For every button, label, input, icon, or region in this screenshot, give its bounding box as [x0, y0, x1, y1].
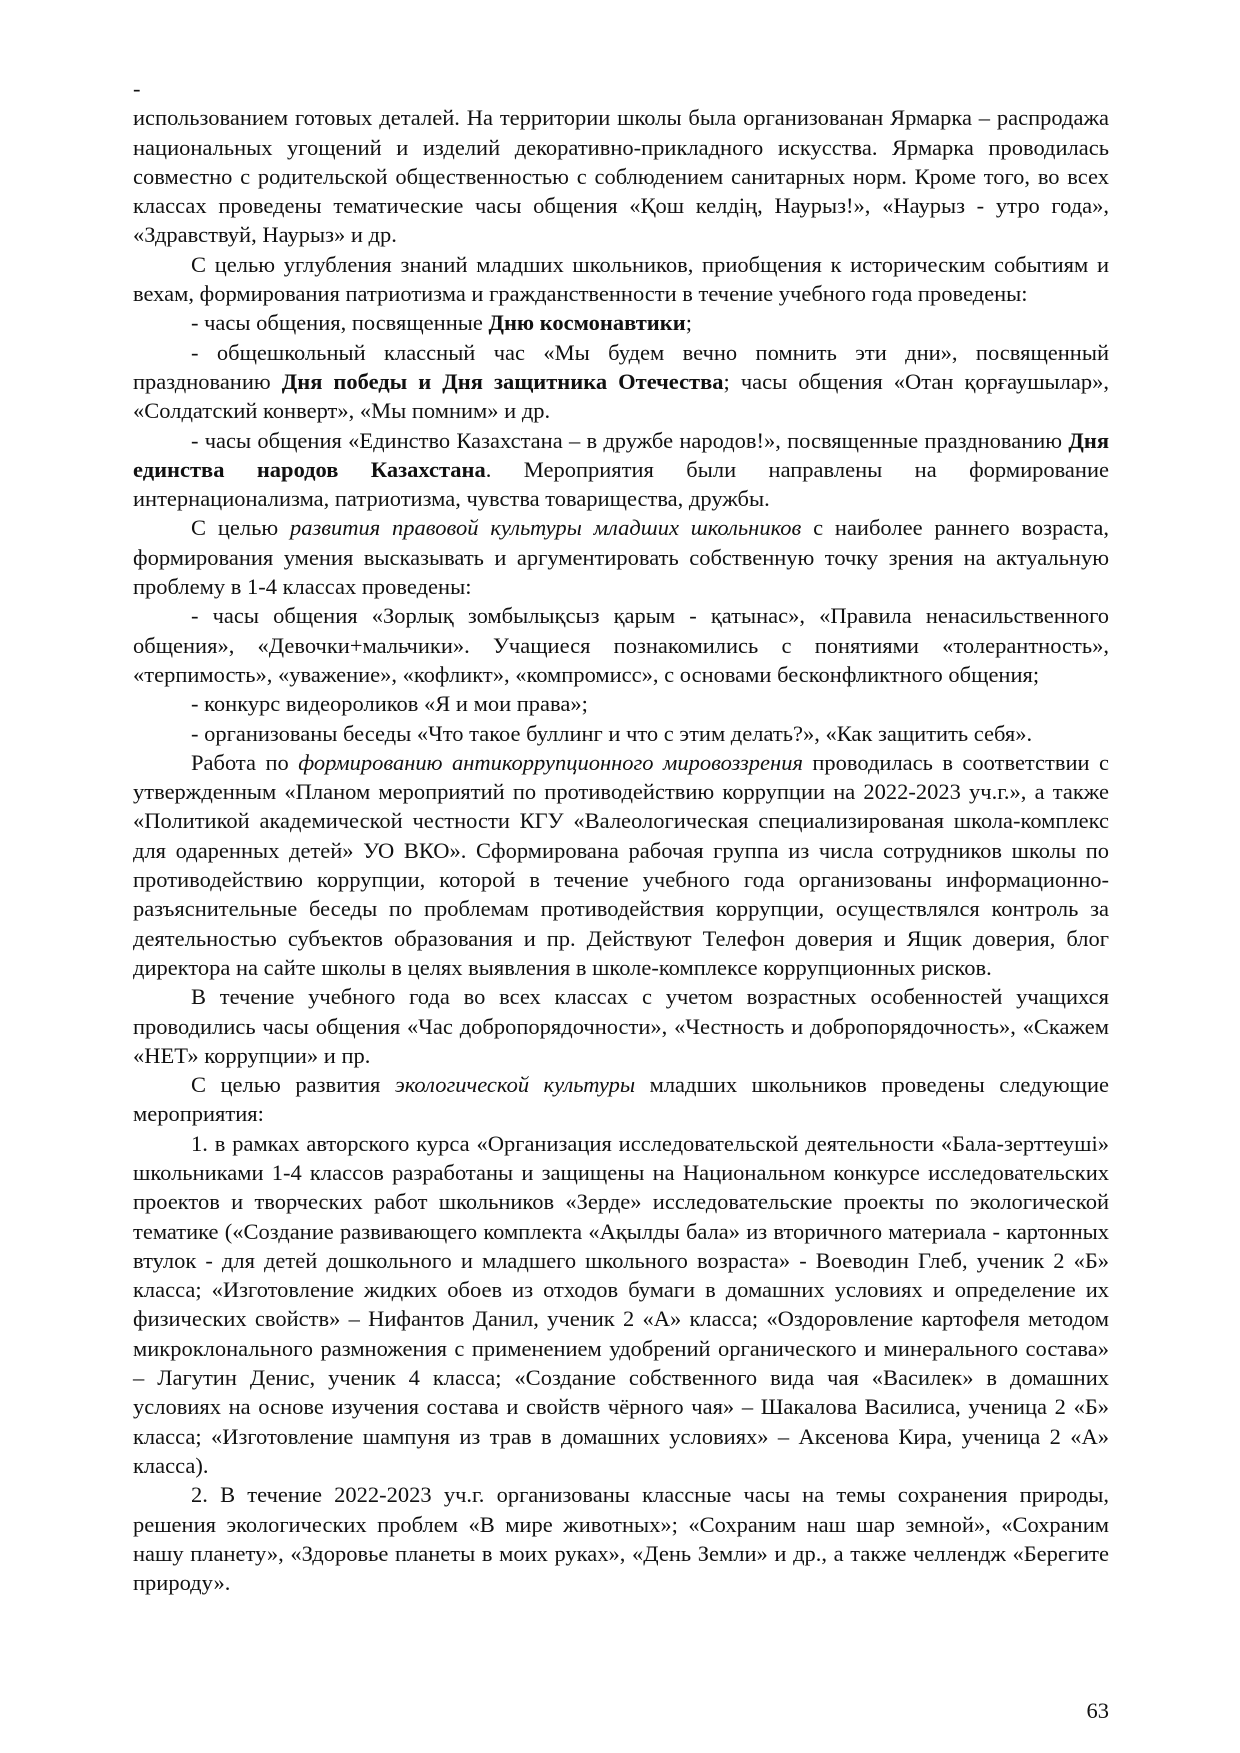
- text-run: - общешкольный классный час «Мы будем вечно помнить эти дни», посвященный празднованию: [133, 339, 1109, 394]
- document-body: [133, 103, 1109, 1597]
- text-run: С целью углубления знаний младших школьников, приобщения к историческим событиям и вехам, формирования патриотизма и гражданственности в течение учебного года проведены:: [133, 251, 1109, 307]
- paragraph: [133, 1129, 1109, 1481]
- bold-run: Дню космонавтики: [488, 310, 686, 336]
- italic-run: развития правовой культуры младших школьников: [289, 515, 802, 541]
- text-run: 1. в рамках авторского курса «Организация исследовательской деятельности «Бала-зерттеуші» школьниками 1-4 классов разработаны и защищены на Национальном конкурсе исследовательских проектов и творческих работ школьников «Зерде» исследовательские проекты по экологической тематике («Создание развивающего комплекта «Ақылды бала» из вторичного материала - картонных втулок - для детей дошкольного и младшего школьного возраста» - Воеводин Глеб, ученик 2 «Б» класса; «Изготовление жидких обоев из отходов бумаги в домашних условиях и определение их физических свойств» – Нифантов Данил, ученик 2 «А» класса; «Оздоровление картофеля методом микроклонального размножения с применением удобрений органического и минерального состава» – Лагутин Денис, ученик 4 класса; «Создание собственного вида чая «Василек» в домашних условиях на основе изучения состава и свойств чёрного чая» – Шакалова Василиса, ученица 2 «Б» класса; «Изготовление шампуня из трав в домашних условиях» – Аксенова Кира, ученица 2 «А» класса).: [133, 1130, 1109, 1478]
- paragraph: [133, 748, 1109, 982]
- paragraph: [133, 338, 1109, 426]
- paragraph: [133, 103, 1109, 249]
- page-number: 63: [1086, 1698, 1109, 1723]
- paragraph: [133, 719, 1109, 748]
- text-run: с наиболее раннего возраста, формирования умения высказывать и аргументировать собственную точку зрения на актуальную проблему в 1-4 классах проведены:: [133, 515, 1109, 600]
- bold-run: Дня единства народов Казахстана: [133, 427, 1109, 482]
- text-run: С целью: [191, 515, 290, 541]
- text-run: - организованы беседы «Что такое буллинг и что с этим делать?», «Как защитить себя».: [191, 720, 1033, 746]
- paragraph: [133, 1070, 1109, 1129]
- paragraph: [133, 601, 1109, 689]
- text-run: ; часы общения «Отан қорғаушылар», «Солдатский конверт», «Мы помним» и др.: [133, 368, 1109, 424]
- paragraph: [133, 308, 1109, 337]
- paragraph: [133, 689, 1109, 718]
- paragraph: [133, 1480, 1109, 1597]
- text-run: 2. В течение 2022-2023 уч.г. организованы классные часы на темы сохранения природы, решения экологических проблем «В мире животных»; «Сохраним наш шар земной», «Сохраним нашу планету», «Здоровье планеты в моих руках», «День Земли» и др., а также челлендж «Берегите природу».: [133, 1482, 1109, 1596]
- paragraph: [133, 513, 1109, 601]
- paragraph: [133, 250, 1109, 309]
- text-run: - конкурс видеороликов «Я и мои права»;: [191, 691, 588, 717]
- italic-run: экологической культуры: [394, 1072, 636, 1098]
- document-page: [133, 74, 1109, 1597]
- paragraph: [133, 982, 1109, 1070]
- text-run: - часы общения «Единство Казахстана – в дружбе народов!», посвященные празднованию: [191, 427, 1069, 453]
- text-run: - часы общения «Зорлық зомбылықсыз қарым - қатынас», «Правила ненасильственного общения», «Девочки+мальчики». Учащиеся познакомились с понятиями «толерантность», «терпимость», «уважение», «кофликт», «компромисс», с основами бесконфликтного общения;: [133, 603, 1109, 687]
- text-run: младших школьников проведены следующие мероприятия:: [133, 1072, 1109, 1127]
- text-run: использованием готовых деталей. На территории школы была организованан Ярмарка – распродажа национальных угощений и изделий декоративно-прикладного искусства. Ярмарка проводилась совместно с родительской общественностью с соблюдением санитарных норм. Кроме того, во всех классах проведены тематические часы общения «Қош келдің, Наурыз!», «Наурыз - утро года», «Здравствуй, Наурыз» и др.: [133, 105, 1109, 248]
- bold-run: Дня победы и Дня защитника Отечества: [281, 368, 724, 394]
- text-run: ;: [685, 310, 692, 336]
- text-run: . Мероприятия были направлены на формирование интернационализма, патриотизма, чувства товарищества, дружбы.: [133, 456, 1109, 512]
- text-run: проводилась в соответствии с утвержденным «Планом мероприятий по противодействию коррупции на 2022-2023 уч.г.», а также «Политикой академической честности КГУ «Валеологическая специализированая школа-комплекс для одаренных детей» УО ВКО». Сформирована рабочая группа из числа сотрудников школы по противодействию коррупции, которой в течение учебного года организованы информационно-разъяснительные беседы по проблемам противодействия коррупции, осуществлялся контроль за деятельностью субъектов образования и пр. Действуют Телефон доверия и Ящик доверия, блог директора на сайте школы в целях выявления в школе-комплексе коррупционных рисков.: [133, 749, 1109, 980]
- top-mark: -: [133, 76, 141, 101]
- text-run: В течение учебного года во всех классах с учетом возрастных особенностей учащихся проводились часы общения «Час добропорядочности», «Честность и добропорядочность», «Скажем «НЕТ» коррупции» и пр.: [133, 984, 1109, 1068]
- text-run: - часы общения, посвященные: [191, 310, 489, 336]
- paragraph: [133, 426, 1109, 514]
- text-run: Работа по: [191, 749, 299, 775]
- text-run: С целью развития: [191, 1072, 395, 1098]
- italic-run: формированию антикоррупционного мировоззрения: [298, 749, 803, 775]
